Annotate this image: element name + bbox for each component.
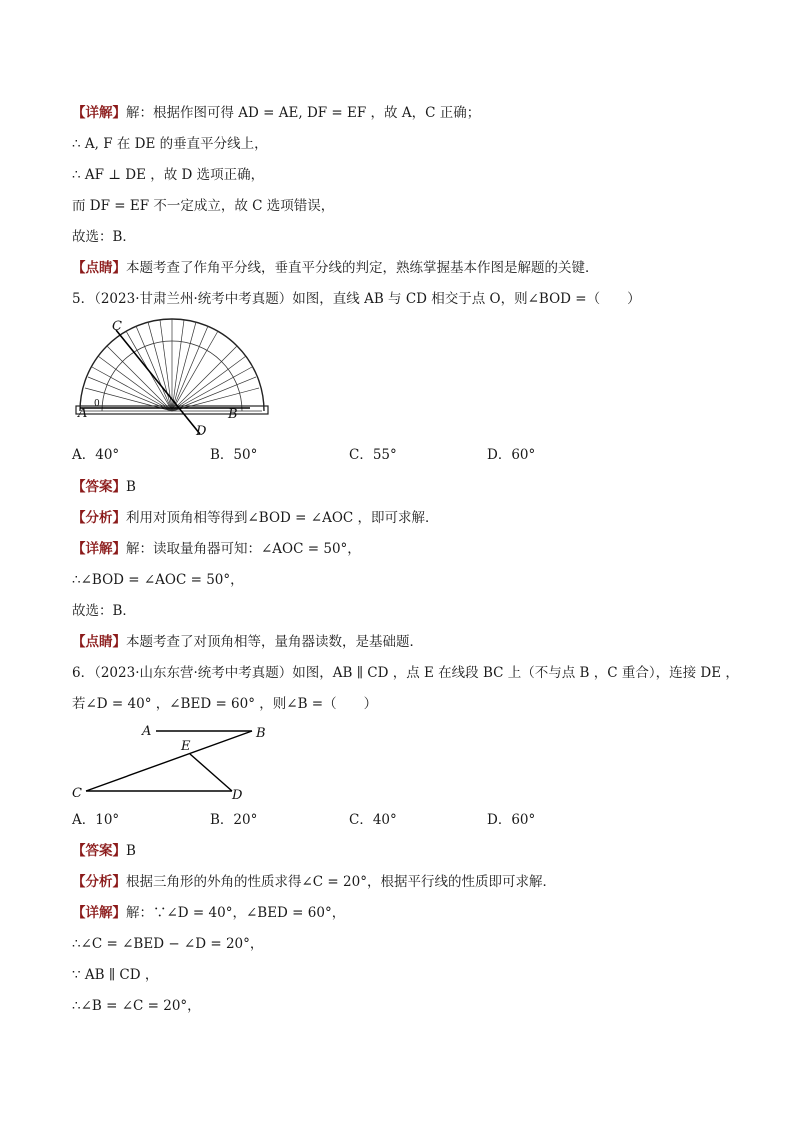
q6-option-d: D．60° (487, 812, 536, 828)
q4-comment: 【点睛】本题考查了作角平分线，垂直平分线的判定，熟练掌握基本作图是解题的关键． (72, 260, 599, 276)
q5-answer: 【答案】B (72, 479, 136, 495)
q5-option-c: C．55° (349, 447, 397, 463)
q6-answer: 【答案】B (72, 843, 136, 859)
q6-option-c: C．40° (349, 812, 397, 828)
q5-protractor-figure (72, 316, 272, 438)
label-d: D (232, 788, 243, 803)
q5-detail-line-1: 【详解】解：读取量角器可知：∠AOC = 50°， (72, 541, 361, 557)
q6-analysis: 【分析】根据三角形的外角的性质求得∠C = 20°，根据平行线的性质即可求解． (72, 874, 556, 890)
label-zero: 0 (94, 399, 100, 409)
q5-analysis: 【分析】利用对顶角相等得到∠BOD = ∠AOC ，即可求解． (72, 510, 439, 526)
label-e: E (181, 739, 191, 754)
segment-bc (86, 731, 252, 791)
q4-detail-line-4: 而 DF = EF 不一定成立，故 C 选项错误， (72, 198, 335, 214)
q6-detail-line-3: ∵ AB ∥ CD ， (72, 967, 159, 983)
q6-stem-line-2: 若∠D = 40° ，∠BED = 60° ，则∠B =（ ） (72, 696, 378, 712)
q5-option-a: A．40° (72, 447, 120, 463)
label-c: C (112, 319, 122, 334)
segment-ed (190, 754, 232, 791)
label-d: D (196, 424, 207, 438)
q4-detail-line-1: 【详解】解：根据作图可得 AD = AE, DF = EF ，故 A，C 正确； (72, 105, 481, 121)
q6-detail-line-1: 【详解】解：∵∠D = 40°，∠BED = 60°， (72, 905, 346, 921)
q6-figure (70, 720, 270, 804)
q6-stem-line-1: 6．（2023·山东东营·统考中考真题）如图，AB ∥ CD ，点 E 在线段 BC 上（不与点 B ，C 重合），连接 DE ， (72, 665, 739, 681)
q6-detail-line-2: ∴∠C = ∠BED − ∠D = 20°， (72, 936, 264, 952)
detail-tag: 【详解】 (72, 105, 126, 121)
q5-option-b: B．50° (210, 447, 258, 463)
label-a: A (142, 724, 152, 739)
q5-comment: 【点睛】本题考查了对顶角相等，量角器读数，是基础题． (72, 634, 423, 650)
q5-option-d: D．60° (487, 447, 536, 463)
line-cd (116, 330, 200, 434)
q5-detail-line-2: ∴∠BOD = ∠AOC = 50°， (72, 572, 244, 588)
protractor-rays (82, 319, 262, 411)
label-c: C (72, 786, 82, 801)
q5-detail-line-3: 故选：B． (72, 603, 136, 619)
q6-option-b: B．20° (210, 812, 258, 828)
q6-option-a: A．10° (72, 812, 120, 828)
q4-detail-line-5: 故选：B． (72, 229, 136, 245)
q6-detail-line-4: ∴∠B = ∠C = 20°， (72, 998, 201, 1014)
label-b: B (256, 726, 266, 741)
label-b: B (228, 407, 238, 422)
comment-tag: 【点睛】 (72, 260, 126, 276)
q4-detail-line-3: ∴ AF ⊥ DE ，故 D 选项正确， (72, 167, 265, 183)
label-a: A (78, 406, 88, 421)
q5-stem: 5．（2023·甘肃兰州·统考中考真题）如图，直线 AB 与 CD 相交于点 O，则∠BOD =（ ） (72, 291, 641, 307)
q4-detail-line-2: ∴ A, F 在 DE 的垂直平分线上， (72, 136, 268, 152)
